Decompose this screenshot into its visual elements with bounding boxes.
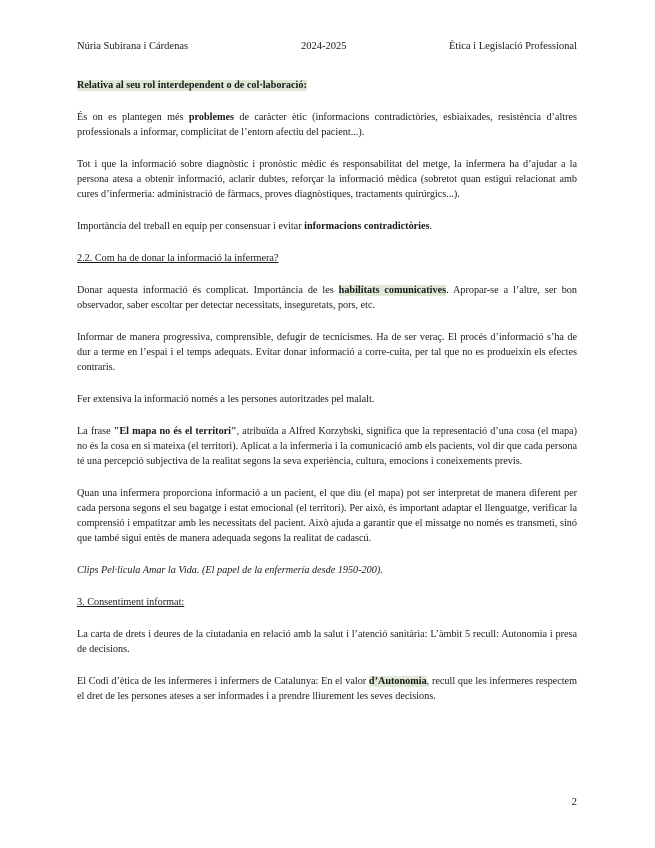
text-run: , recull que les infermeres respectem el dret de les persones ateses a ser informades i a prendre lliurement les seves decisions. xyxy=(77,676,577,702)
text-run: És on es plantegen més xyxy=(77,112,189,123)
text-run: Importància del treball en equip per consensuar i evitar xyxy=(77,221,305,232)
text-run: . Apropar-se a l’altre, ser bon observador, saber escoltar per detectar necessitats, inseguretats, pors, etc. xyxy=(77,285,577,311)
role-paragraph-3 xyxy=(77,219,577,234)
role-paragraph-1 xyxy=(77,110,577,140)
page-number: 2 xyxy=(571,796,577,808)
section-2-2-heading xyxy=(77,251,577,266)
text-run: . xyxy=(429,221,433,232)
text-run: de caràcter ètic (informacions contradictòries, esbiaixades, resistència d’altres professionals a informar, complicitat de l’entorn afectiu del pacient...). xyxy=(77,112,577,138)
film-clip-reference: Clips Pel·lícula Amar la Vida. (El papel de la enfermería desde 1950-200). xyxy=(77,565,383,576)
s3-paragraph-1: La carta de drets i deures de la ciutadania en relació amb la salut i l’atenció sanitària: L’àmbit 5 recull: Autonomia i presa de decisions. xyxy=(77,629,577,655)
role-paragraph-2: Tot i que la informació sobre diagnòstic i pronòstic mèdic és responsabilitat del metge, la infermera ha d’ajudar a la persona atesa a obtenir informació, aclarir dubtes, reforçar la informació mèdica (sobretot quan estigui relacionat amb cures d’infermeria: administració de fàrmacs, proves diagnòstiques, tractaments quirúrgics...). xyxy=(77,159,577,200)
quote-mapa-territori: "El mapa no és el territori" xyxy=(113,426,237,437)
s22-paragraph-2: Informar de manera progressiva, comprensible, defugir de tecnicismes. Ha de ser veraç. El procés d’informació s’ha de dur a terme en l’espai i el temps adequats. Evitar donar informació a corre-cuita, per tal que no es produeixin els efectes contraris. xyxy=(77,332,577,373)
s22-paragraph-4 xyxy=(77,424,577,469)
s3-paragraph-2 xyxy=(77,674,577,704)
text-run: La frase xyxy=(77,426,114,437)
page-header xyxy=(77,39,577,53)
section-3-heading xyxy=(77,595,577,610)
role-heading-text: Relativa al seu rol interdependent o de col·laboració: xyxy=(77,80,307,91)
highlight-autonomia: d’Autonomia xyxy=(368,676,427,687)
section-3-heading-text: 3. Consentiment informat: xyxy=(77,597,185,608)
role-heading xyxy=(77,78,577,93)
bold-term-problemes: problemes xyxy=(188,112,234,123)
s22-paragraph-1 xyxy=(77,283,577,313)
s22-paragraph-3: Fer extensiva la informació només a les persones autoritzades pel malalt. xyxy=(77,394,375,405)
text-run: Donar aquesta informació és complicat. Importància de les xyxy=(77,285,339,296)
section-2-2-heading-text: 2.2. Com ha de donar la informació la infermera? xyxy=(77,253,279,264)
s22-paragraph-6 xyxy=(77,563,577,578)
text-run: El Codi d’ètica de les infermeres i infermers de Catalunya: En el valor xyxy=(77,676,369,687)
highlight-habilitats: habilitats comunicatives xyxy=(338,285,447,296)
s22-paragraph-5: Quan una infermera proporciona informació a un pacient, el que diu (el mapa) pot ser interpretat de manera diferent per cada persona segons el seu bagatge i estat emocional (el territori). Per això, és important adaptar el llenguatge, verificar la comprensió i empatitzar amb les necessitats del pacient. Això ajuda a garantir que el missatge no només es transmeti, sinó que també sigui entès de manera adequada segons la realitat de cadascú. xyxy=(77,488,577,544)
header-year: 2024-2025 xyxy=(301,41,347,52)
bold-term-informacions: informacions contradictòries xyxy=(304,221,430,232)
header-course: Ètica i Legislació Professional xyxy=(448,41,577,52)
text-run: , atribuïda a Alfred Korzybski, significa que la representació d’una cosa (el mapa) no és la cosa en si mateixa (el territori). Aplicat a la infermeria i la comunicació amb els pacients, vol dir que cada persona té una percepció subjectiva de la realitat segons la seva experiència, cultura, emocions i coneixements previs. xyxy=(77,426,577,467)
header-author: Núria Subirana i Cárdenas xyxy=(77,41,189,52)
page-content xyxy=(77,78,577,721)
